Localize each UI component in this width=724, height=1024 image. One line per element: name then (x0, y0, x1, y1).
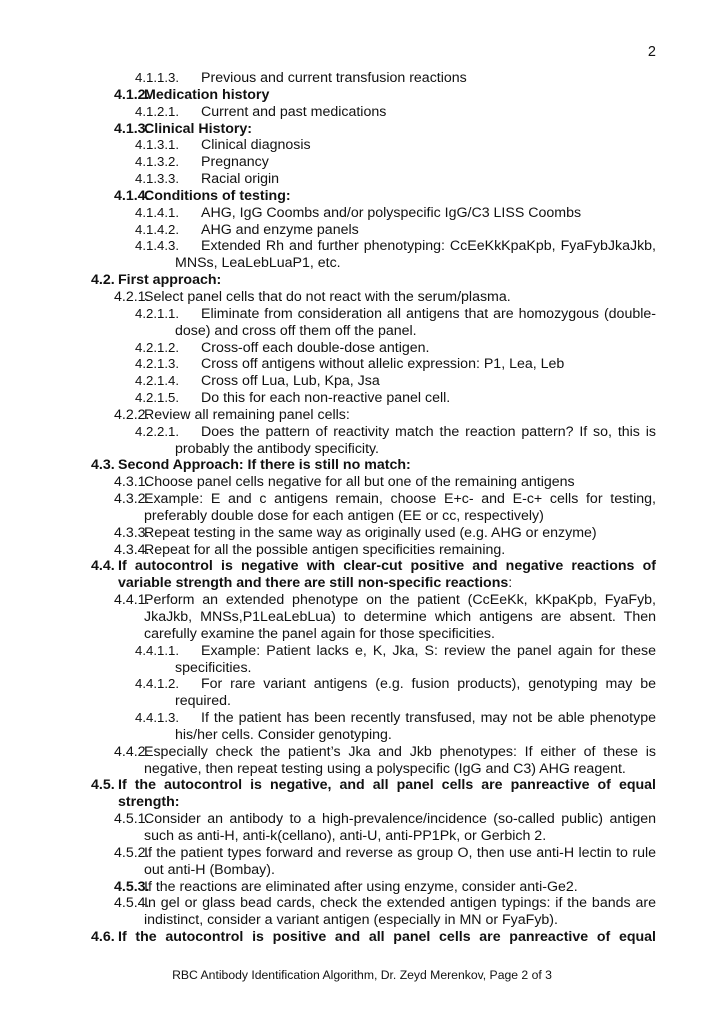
item-number: 4.3. (91, 457, 115, 474)
item-text: Pregnancy (201, 154, 269, 171)
item-text: If the autocontrol is negative, and all panel cells are panreactive of equal strength: (118, 777, 656, 811)
item-text: For rare variant antigens (e.g. fusion products), genotyping may be required. (175, 676, 656, 710)
item-text: Does the pattern of reactivity match the reaction pattern? If so, this is probably the antibody specificity. (175, 423, 656, 457)
list-item (114, 811, 656, 845)
item-text: Select panel cells that do not react with the serum/plasma. (144, 288, 511, 305)
item-text: In gel or glass bead cards, check the extended antigen typings: if the bands are indistinct, consider a variant antigen (especially in MN or FyaFyb). (144, 895, 656, 929)
item-number: 4.1.4.2. (135, 221, 179, 237)
item-text: Eliminate from consideration all antigens that are homozygous (double-dose) and cross off them off the panel. (175, 305, 656, 339)
section-heading (91, 558, 656, 592)
item-text: Choose panel cells negative for all but one of the remaining antigens (144, 474, 575, 491)
page-footer: RBC Antibody Identification Algorithm, Dr. Zeyd Merenkov, Page 2 of 3 (172, 968, 552, 982)
item-number: 4.3.4. (114, 541, 150, 558)
item-text: Repeat for all the possible antigen specificities remaining. (144, 541, 506, 558)
list-item (135, 676, 656, 710)
item-number: 4.5.2. (114, 844, 150, 861)
item-number: 4.1.3.2. (135, 154, 179, 170)
item-text: Previous and current transfusion reactions (201, 70, 467, 86)
item-number: 4.5.1. (114, 811, 150, 828)
item-number: 4.1.4.3. (135, 238, 179, 254)
item-text: Second Approach: If there is still no match: (118, 457, 411, 474)
item-number: 4.4.2. (114, 743, 150, 760)
list-item (114, 474, 656, 491)
item-text: If the reactions are eliminated after using enzyme, consider anti-Ge2. (144, 878, 578, 895)
list-item (114, 525, 656, 542)
section-heading (91, 457, 656, 474)
item-number: 4.3.2. (114, 491, 150, 508)
list-item (135, 104, 656, 121)
item-number: 4.2.2.1. (135, 423, 179, 439)
list-item (135, 373, 656, 390)
list-item (114, 744, 656, 778)
section-heading (91, 929, 656, 946)
item-number: 4.4.1.2. (135, 676, 179, 692)
item-text: Conditions of testing: (144, 187, 291, 204)
item-number: 4.2.1.4. (135, 373, 179, 389)
list-item (114, 289, 656, 306)
section-heading (91, 777, 656, 811)
item-text: Perform an extended phenotype on the patient (CcEeKk, kKpaKpb, FyaFyb, JkaJkb, MNSs,P1LeaLebLua) to determine which antigens are absent. Then carefully examine the panel again for those specificities. (144, 592, 656, 642)
list-item (135, 70, 656, 87)
list-item (135, 424, 656, 458)
item-text: AHG, IgG Coombs and/or polyspecific IgG/C3 LISS Coombs (201, 204, 582, 221)
item-number: 4.1.3. (114, 120, 150, 137)
list-item (114, 592, 656, 643)
item-text: Especially check the patient’s Jka and Jkb phenotypes: If either of these is negative, then repeat testing using a polyspecific (IgG and C3) AHG reagent. (144, 743, 656, 777)
section-heading (114, 121, 656, 138)
list-item (135, 340, 656, 357)
item-text: Medication history (144, 86, 270, 103)
item-text: Review all remaining panel cells: (144, 406, 350, 423)
item-text: If autocontrol is negative with clear-cut positive and negative reactions of variable strength and there are still non-specific reactions (118, 558, 656, 592)
item-text: Cross off antigens without allelic expression: P1, Lea, Leb (201, 356, 565, 373)
item-text: Repeat testing in the same way as originally used (e.g. AHG or enzyme) (144, 524, 597, 541)
list-item (114, 491, 656, 525)
list-item (114, 895, 656, 929)
list-item (135, 205, 656, 222)
item-number: 4.1.2.1. (135, 103, 179, 119)
list-item (114, 879, 656, 896)
item-text: AHG and enzyme panels (201, 221, 359, 238)
section-heading (114, 188, 656, 205)
item-number: 4.1.1.3. (135, 70, 179, 85)
item-text: If the patient has been recently transfused, may not be able phenotype his/her cells. Consider genotyping. (175, 710, 656, 743)
list-item (135, 710, 656, 744)
item-number: 4.6. (91, 929, 115, 946)
item-number: 4.4.1.3. (135, 710, 179, 726)
item-text: Example: Patient lacks e, K, Jka, S: review the panel again for these specificities. (175, 642, 656, 676)
list-item (135, 390, 656, 407)
item-number: 4.5.4. (114, 895, 150, 912)
list-item (114, 845, 656, 879)
list-item (135, 238, 656, 272)
page-number: 2 (647, 44, 656, 60)
list-item (135, 137, 656, 154)
item-number: 4.4.1. (114, 592, 150, 609)
item-number: 4.5. (91, 777, 115, 794)
item-number: 4.4. (91, 558, 115, 575)
item-number: 4.2.1. (114, 288, 150, 305)
item-number: 4.2.2. (114, 406, 150, 423)
item-number: 4.1.4.1. (135, 204, 179, 220)
list-item (114, 542, 656, 559)
item-number: 4.3.3. (114, 524, 150, 541)
list-item (135, 154, 656, 171)
item-text: Cross-off each double-dose antigen. (201, 339, 430, 356)
item-number: 4.4.1.1. (135, 642, 179, 658)
item-text: Racial origin (201, 171, 280, 188)
item-text: Extended Rh and further phenotyping: CcEeKkKpaKpb, FyaFybJkaJkb, MNSs, LeaLebLuaP1, etc. (175, 238, 656, 272)
item-number: 4.1.3.3. (135, 171, 179, 187)
item-number: 4.3.1. (114, 474, 150, 491)
item-text: Clinical History: (144, 120, 253, 137)
item-number: 4.2. (91, 272, 115, 289)
item-number: 4.2.1.2. (135, 339, 179, 355)
item-number: 4.1.4. (114, 187, 150, 204)
item-text: If the patient types forward and reverse as group O, then use anti-H lectin to rule out anti-H (Bombay). (144, 844, 656, 878)
list-item (135, 356, 656, 373)
item-text: Consider an antibody to a high-prevalence/incidence (so-called public) antigen such as anti-H, anti-k(cellano), anti-U, anti-PP1Pk, or Gerbich 2. (144, 811, 656, 844)
list-item (135, 643, 656, 677)
list-item (135, 222, 656, 239)
list-item (135, 171, 656, 188)
list-item (135, 306, 656, 340)
item-text: Do this for each non-reactive panel cell. (201, 390, 451, 407)
document-body (0, 70, 724, 946)
item-number: 4.1.3.1. (135, 137, 179, 153)
item-text: Cross off Lua, Lub, Kpa, Jsa (201, 373, 380, 390)
item-text: Current and past medications (201, 103, 387, 120)
item-number: 4.2.1.1. (135, 305, 179, 321)
item-number: 4.5.3. (114, 878, 150, 895)
item-text-wrap (118, 558, 656, 592)
item-number: 4.2.1.5. (135, 390, 179, 406)
item-number: 4.1.2. (114, 86, 150, 103)
item-text: Example: E and c antigens remain, choose E+c- and E-c+ cells for testing, preferably double dose for each antigen (EE or cc, respectively) (144, 491, 656, 524)
item-text-trail: : (508, 575, 513, 592)
section-heading (91, 272, 656, 289)
section-heading (114, 87, 656, 104)
item-text: If the autocontrol is positive and all panel cells are panreactive of equal (118, 929, 656, 946)
item-number: 4.2.1.3. (135, 356, 179, 372)
item-text: Clinical diagnosis (201, 137, 311, 154)
list-item (114, 407, 656, 424)
item-text: First approach: (118, 272, 222, 289)
